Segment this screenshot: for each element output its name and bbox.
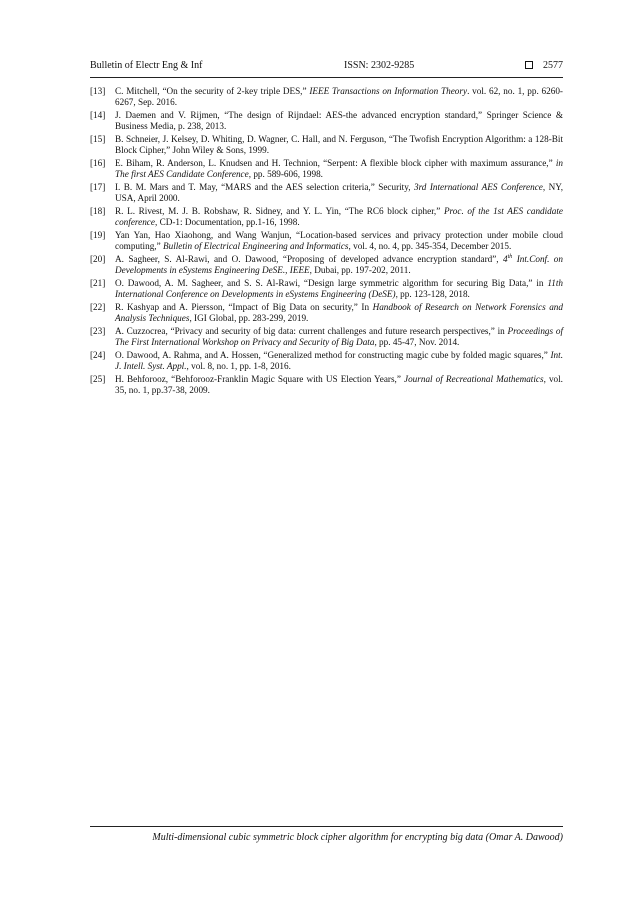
reference-text: Journal of Recreational Mathematics (404, 374, 544, 384)
reference-text: Int. J. Intell. Syst. Appl. (115, 350, 563, 372)
reference-number: [13] (90, 86, 106, 96)
reference-item (90, 206, 563, 228)
reference-text: O. Dawood, A. Rahma, and A. Hossen, “Generalized method for constructing magic cube by folded magic squares,” (115, 350, 551, 360)
reference-text: B. Schneier, J. Kelsey, D. Whiting, D. Wagner, C. Hall, and N. Ferguson, “The Twofish Encryption Algorithm: a 128-Bit Block Cipher,” John Wiley & Sons, 1999. (115, 134, 563, 156)
reference-text: H. Behforooz, “Behforooz-Franklin Magic Square with US Election Years,” (115, 374, 405, 384)
header-divider (90, 77, 563, 78)
reference-number: [22] (90, 302, 106, 312)
reference-number: [19] (90, 230, 106, 240)
footer-divider (90, 826, 563, 827)
reference-text: Int.Conf. on Developments in eSystems Engineering DeSE., IEEE (115, 254, 563, 276)
reference-text: Bulletin of Electrical Engineering and Informatics (162, 241, 349, 252)
reference-item (90, 182, 563, 204)
reference-text: I. B. M. Mars and T. May, “MARS and the AES selection criteria,” Security, (115, 182, 414, 192)
reference-number: [15] (90, 134, 106, 144)
reference-text: , vol. 4, no. 4, pp. 345-354, December 2015. (348, 241, 512, 252)
reference-text: , IGI Global, pp. 283-299, 2019. (189, 313, 309, 324)
reference-text: A. Cuzzocrea, “Privacy and security of big data: current challenges and future research perspectives,” in (115, 326, 508, 336)
reference-number: [23] (90, 326, 106, 336)
reference-text: Handbook of Research on Network Forensics and Analysis Techniques (115, 302, 563, 324)
reference-item (90, 158, 563, 180)
reference-item (90, 278, 563, 300)
reference-number: [17] (90, 182, 106, 192)
checkbox-square-icon (525, 61, 533, 69)
reference-text: A. Sagheer, S. Al-Rawi, and O. Dawood, “Proposing of developed advance encryption standard”, (115, 254, 504, 264)
reference-number: [20] (90, 254, 106, 264)
reference-text: 4 (503, 254, 508, 264)
issn: ISSN: 2302-9285 (344, 60, 415, 71)
reference-text: R. Kashyap and A. Piersson, “Impact of Big Data on security,” In (115, 302, 373, 312)
reference-list (90, 86, 563, 398)
reference-text: , CD-1: Documentation, pp.1-16, 1998. (154, 217, 300, 228)
reference-item (90, 374, 563, 396)
reference-item (90, 326, 563, 348)
page-number: 2577 (543, 60, 563, 71)
reference-number: [25] (90, 374, 106, 384)
reference-text: , vol. 8, no. 1, pp. 1-8, 2016. (186, 361, 291, 372)
reference-number: [16] (90, 158, 106, 168)
page-footer: Multi-dimensional cubic symmetric block cipher algorithm for encrypting big data (Omar A. Dawood) (152, 832, 563, 843)
reference-text: C. Mitchell, “On the security of 2-key triple DES,” (115, 86, 310, 96)
reference-text: Proc. of the 1st AES candidate conference (115, 206, 563, 228)
reference-number: [14] (90, 110, 106, 120)
reference-text: IEEE Transactions on Information Theory (309, 86, 468, 96)
page-header (90, 60, 563, 76)
reference-item (90, 110, 563, 132)
reference-item (90, 254, 563, 276)
reference-number: [24] (90, 350, 106, 360)
reference-text: pp. 589-606, 1998. (251, 169, 323, 180)
journal-name: Bulletin of Electr Eng & Inf (90, 60, 203, 71)
reference-text: , pp. 123-128, 2018. (395, 289, 470, 300)
reference-text: Yan Yan, Hao Xiaohong, and Wang Wanjun, “Location-based services and privacy protection under mobile cloud computing,” (115, 230, 563, 252)
reference-item (90, 134, 563, 156)
reference-text: E. Biham, R. Anderson, L. Knudsen and H. Technion, “Serpent: A flexible block cipher with maximum assurance,” (115, 158, 556, 168)
reference-text: , Dubai, pp. 197-202, 2011. (309, 265, 411, 276)
reference-text: O. Dawood, A. M. Sagheer, and S. S. Al-Rawi, “Design large symmetric algorithm for securing Big Data,” in (115, 278, 548, 288)
reference-number: [18] (90, 206, 106, 216)
reference-text: th (507, 253, 513, 260)
reference-text: Proceedings of The First International Workshop on Privacy and Security of Big Data (115, 326, 563, 348)
reference-item (90, 302, 563, 324)
reference-item (90, 230, 563, 252)
reference-item (90, 350, 563, 372)
reference-item (90, 86, 563, 108)
reference-text: R. L. Rivest, M. J. B. Robshaw, R. Sidney, and Y. L. Yin, “The RC6 block cipher,” (115, 206, 444, 216)
reference-text: . vol. 62, no. 1, pp. 6260-6267, Sep. 2016. (115, 86, 563, 108)
reference-text: 11th International Conference on Developments in eSystems Engineering (DeSE) (115, 278, 563, 300)
reference-text: in The first AES Candidate Conference, (115, 158, 563, 180)
reference-text: , pp. 45-47, Nov. 2014. (374, 337, 460, 348)
reference-number: [21] (90, 278, 106, 288)
reference-text: 3rd International AES Conference (413, 182, 543, 192)
reference-text: , vol. 35, no. 1, pp.37-38, 2009. (115, 374, 563, 396)
reference-text: J. Daemen and V. Rijmen, “The design of Rijndael: AES-the advanced encryption standard,” Springer Science & Business Media, p. 238, 2013. (115, 110, 563, 132)
reference-text: , NY, USA, April 2000. (115, 182, 563, 204)
